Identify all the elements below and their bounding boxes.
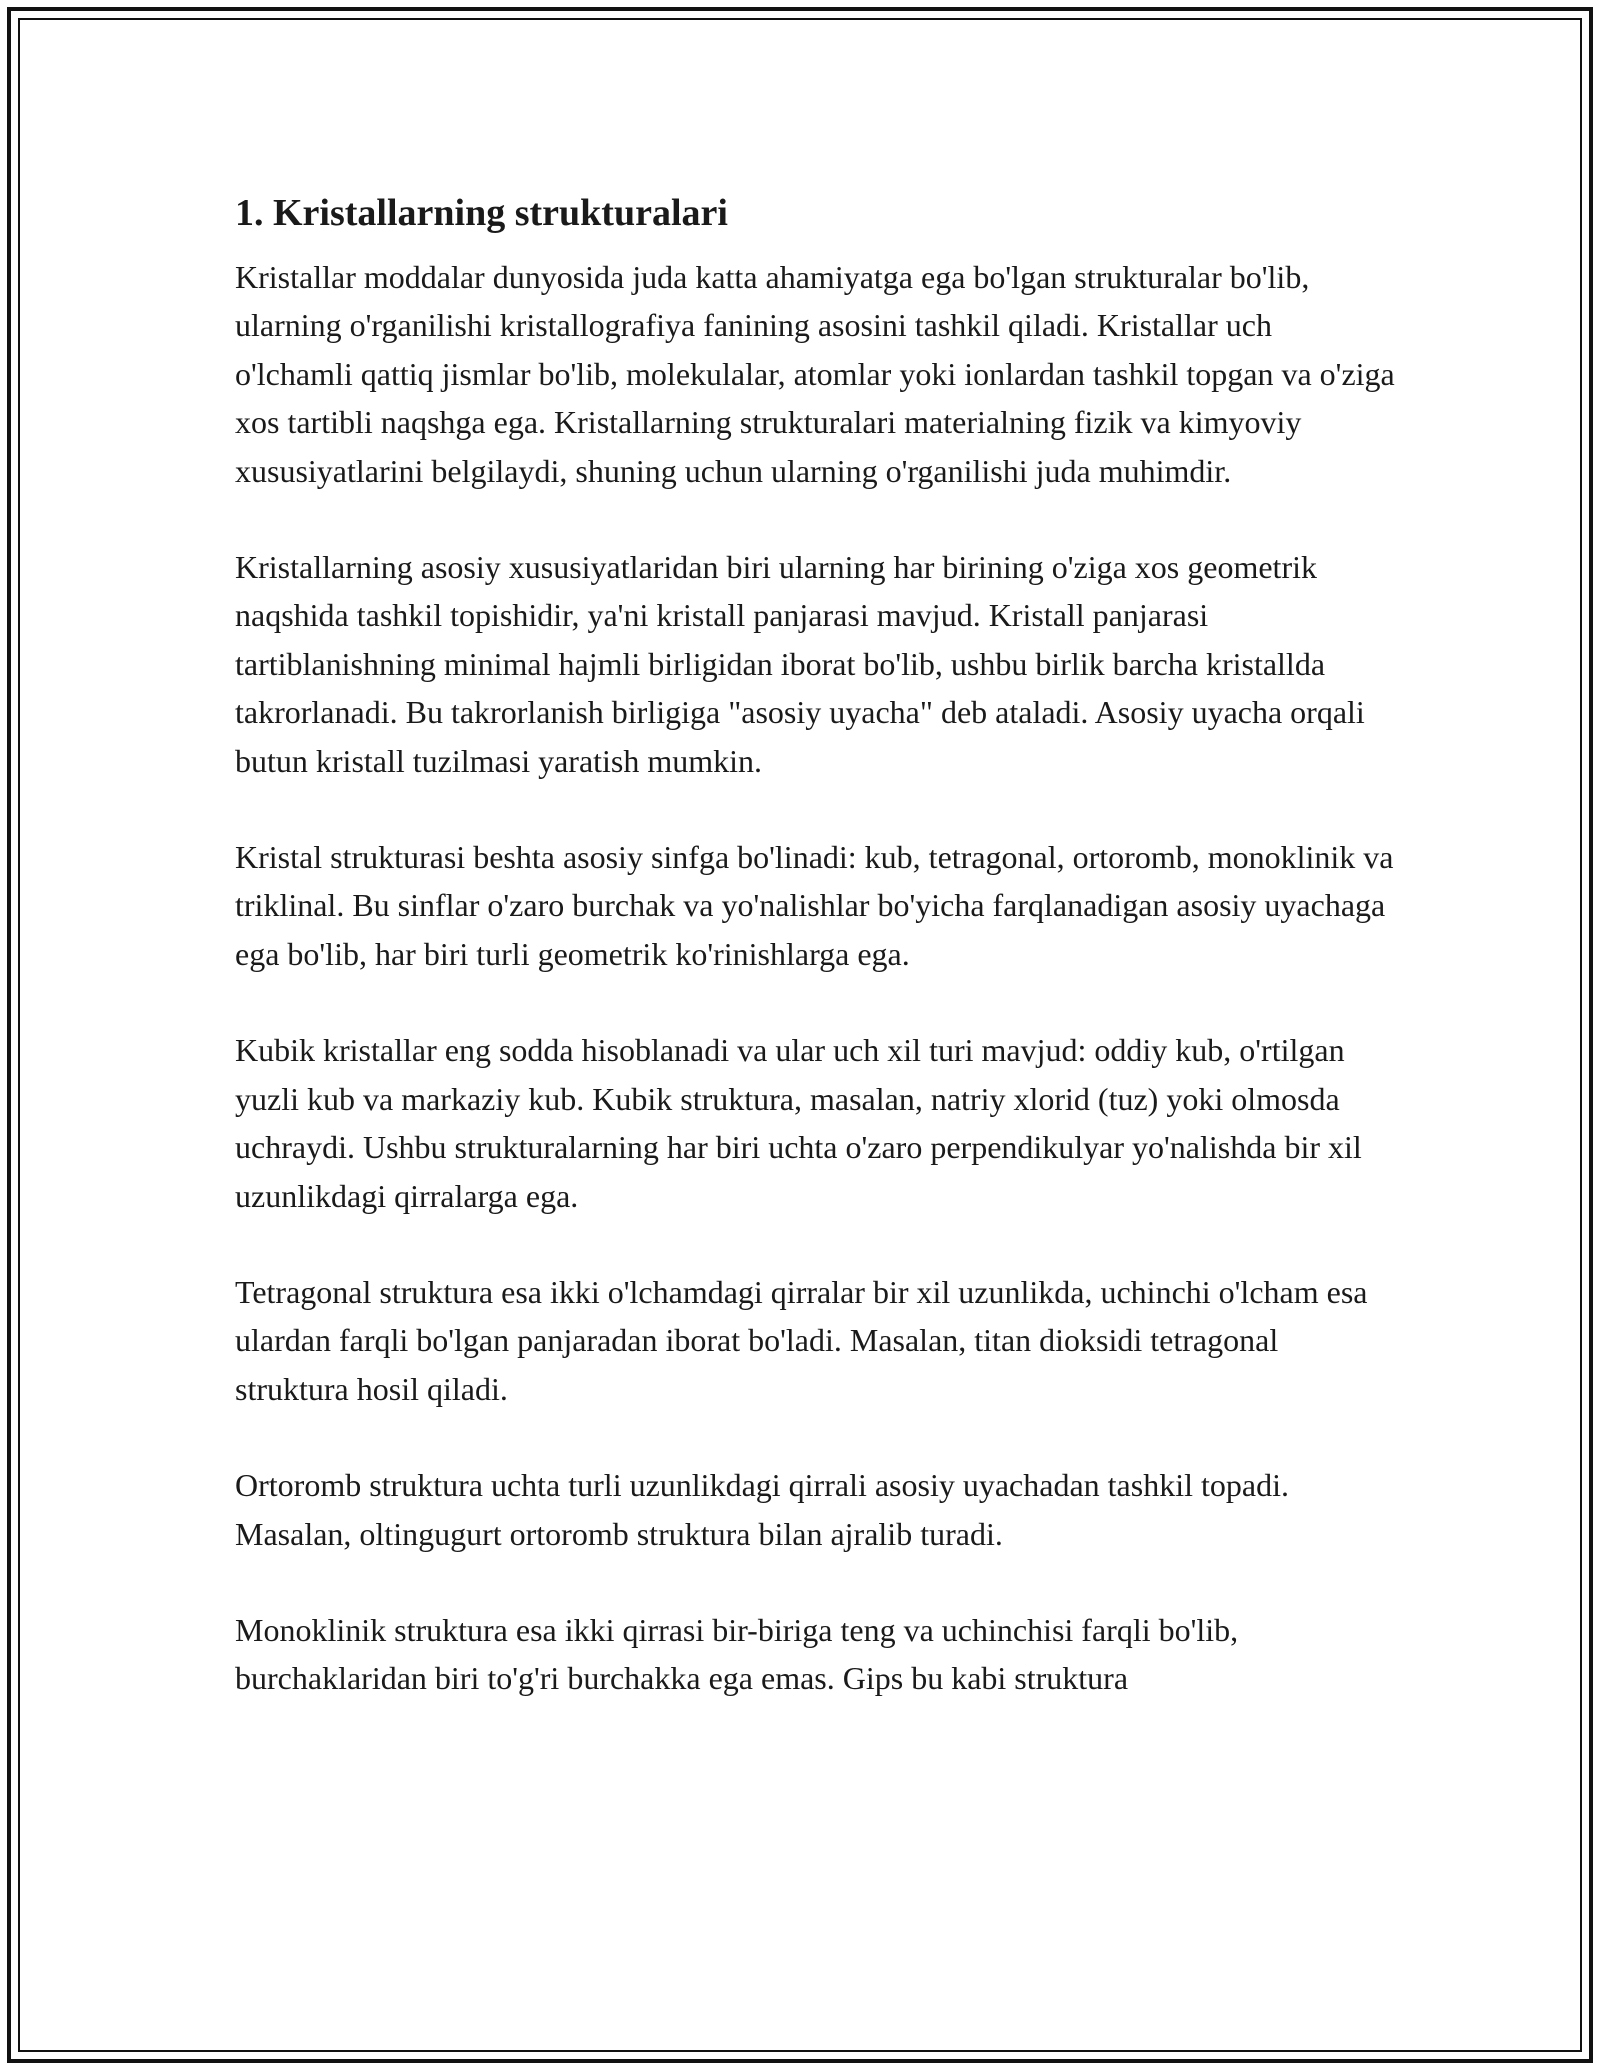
paragraph-monoclinic: Monoklinik struktura esa ikki qirrasi bir-biriga teng va uchinchisi farqli bo'lib, burchaklaridan biri to'g'ri burchakka ega emas. Gips bu kabi struktura xyxy=(235,1611,1239,1697)
section-heading: 1. Kristallarning strukturalari xyxy=(235,192,728,234)
paragraph-orthorhombic: Ortoromb struktura uchta turli uzunlikdagi qirrali asosiy uyachadan tashkil topadi. Masalan, oltingugurt ortoromb struktura bilan ajralib turadi. xyxy=(235,1467,1289,1552)
paragraph-intro: Kristallar moddalar dunyosida juda katta ahamiyatga ega bo'lgan strukturalar bo'lib, ularning o'rganilishi kristallografiya fanining asosini tashkil qiladi. Kristallar uch o'lchamli qattiq jismlar bo'lib, molekulalar, atomlar yoki ionlardan tashkil topgan va o'ziga xos tartibli naqshga ega. Kristallarning strukturalari materialning fizik va kimyoviy xususiyatlarini belgilaydi, shuning uchun ularning o'rganilishi juda muhimdir. xyxy=(235,259,1395,489)
paragraph-cubic: Kubik kristallar eng sodda hisoblanadi va ular uch xil turi mavjud: oddiy kub, o'rtilgan yuzli kub va markaziy kub. Kubik struktura, masalan, natriy xlorid (tuz) yoki olmosda uchraydi. Ushbu strukturalarning har biri uchta o'zaro perpendikulyar yo'nalishda bir xil uzunlikdagi qirralarga ega. xyxy=(235,1032,1362,1214)
paragraph-tetragonal: Tetragonal struktura esa ikki o'lchamdagi qirralar bir xil uzunlikda, uchinchi o'lcham esa ulardan farqli bo'lgan panjaradan iborat bo'ladi. Masalan, titan dioksidi tetragonal struktura hosil qiladi. xyxy=(235,1273,1368,1407)
document-body xyxy=(235,185,1395,1751)
paragraph-classes: Kristal strukturasi beshta asosiy sinfga bo'linadi: kub, tetragonal, ortoromb, monoklinik va triklinal. Bu sinflar o'zaro burchak va yo'nalishlar bo'yicha farqlanadigan asosiy uyachaga ega bo'lib, har biri turli geometrik ko'rinishlarga ega. xyxy=(235,839,1394,972)
paragraph-lattice: Kristallarning asosiy xususiyatlaridan biri ularning har birining o'ziga xos geometrik naqshida tashkil topishidir, ya'ni kristall panjarasi mavjud. Kristall panjarasi tartiblanishning minimal hajmli birligidan iborat bo'lib, ushbu birlik barcha kristallda takrorlanadi. Bu takrorlanish birligiga "asosiy uyacha" deb ataladi. Asosiy uyacha orqali butun kristall tuzilmasi yaratish mumkin. xyxy=(235,549,1365,779)
